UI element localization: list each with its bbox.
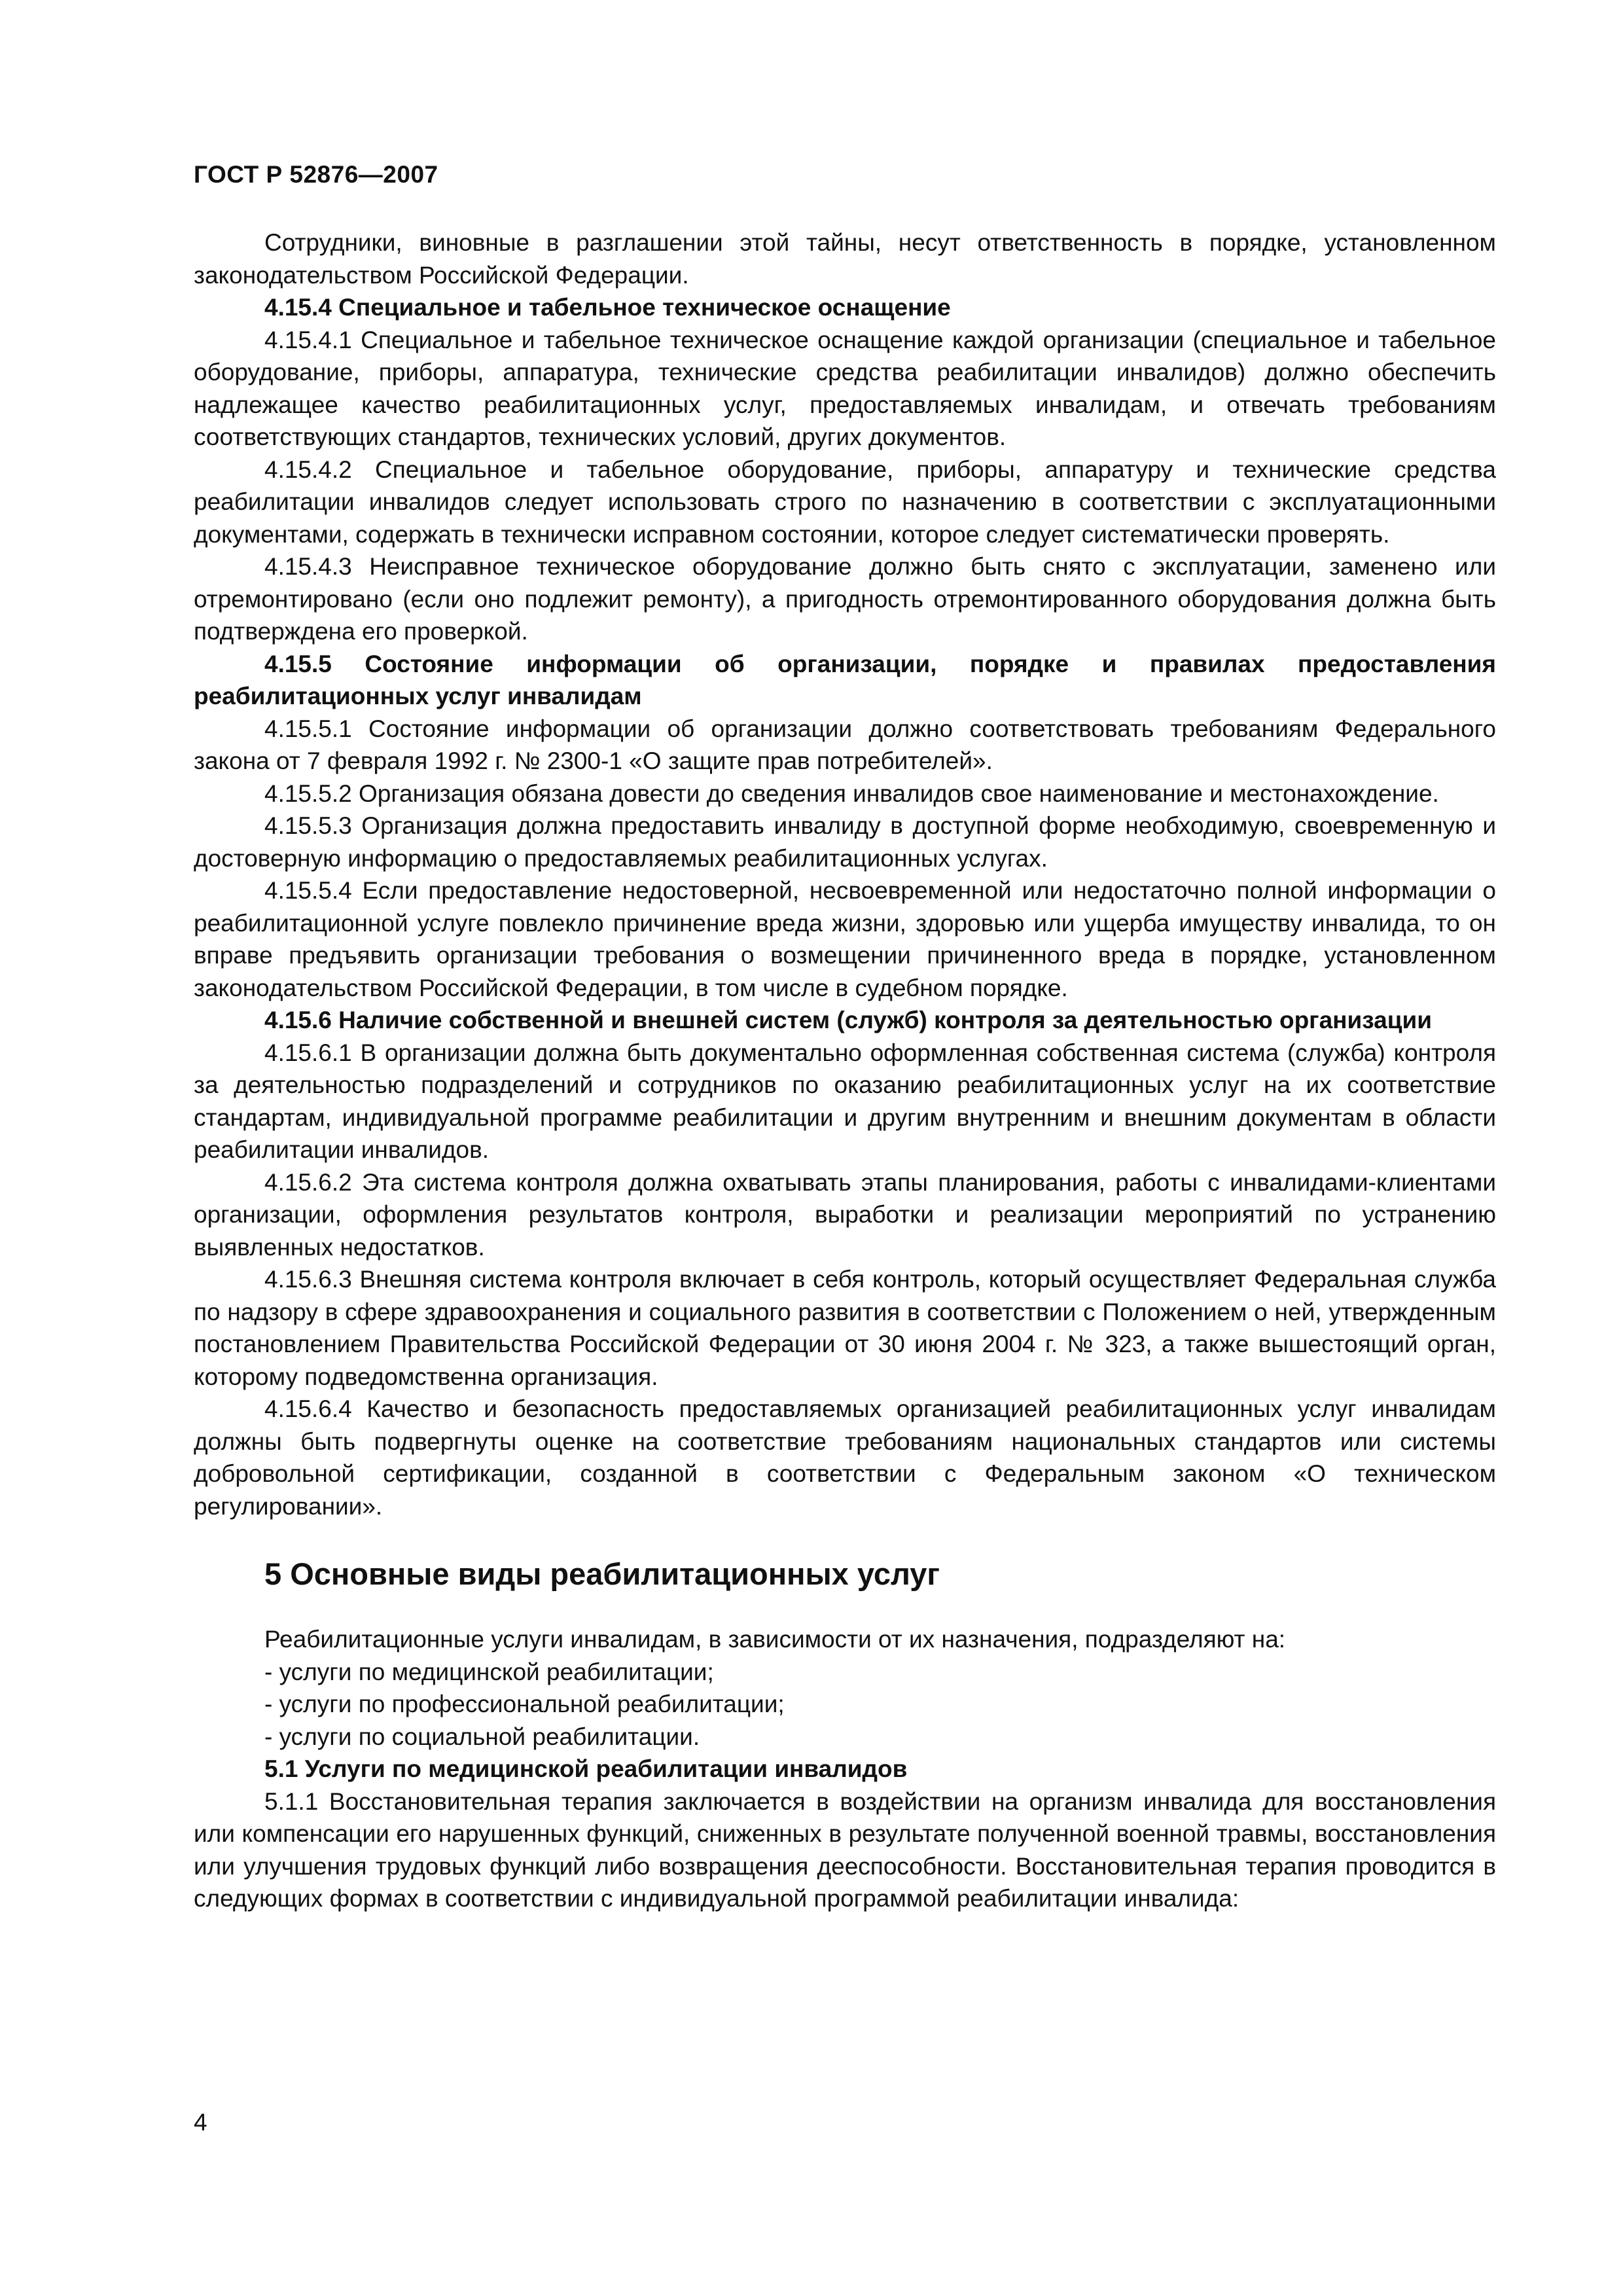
paragraph: Сотрудники, виновные в разглашении этой тайны, несут ответственность в порядке, установленном законодательством Российской Федерации.: [194, 229, 1496, 289]
paragraph: 4.15.6.3 Внешняя система контроля включает в себя контроль, который осуществляет Федеральная служба по надзору в сфере здравоохранения и социального развития в соответствии с Положением о ней, утвержденным постановлением Правительства Российской Федерации от 30 июня 2004 г. № 323, а также вышестоящий орган, которому подведомственна организация.: [194, 1266, 1496, 1390]
list-item: - услуги по профессиональной реабилитации;: [264, 1691, 785, 1717]
page-number: 4: [194, 2109, 207, 2136]
paragraph: 5.1.1 Восстановительная терапия заключается в воздействии на организм инвалида для восстановления или компенсации его нарушенных функций, сниженных в результате полученной военной травмы, восстановления или улучшения трудовых функций либо возвращения дееспособности. Восстановительная терапия проводится в следующих формах в соответствии с индивидуальной программой реабилитации инвалида:: [194, 1787, 1496, 1912]
list-item: - услуги по медицинской реабилитации;: [264, 1658, 714, 1685]
document-header: ГОСТ Р 52876—2007: [194, 161, 438, 188]
document-body: [194, 226, 1496, 1915]
paragraph: 4.15.5.4 Если предоставление недостоверной, несвоевременной или недостаточно полной информации о реабилитационной услуге повлекло причинение вреда жизни, здоровью или ущерба имуществу инвалида, то он вправе предъявить организации требования о возмещении причиненного вреда в порядке, установленном законодательством Российской Федерации, в том числе в судебном порядке.: [194, 877, 1496, 1001]
section-heading-5-1: 5.1 Услуги по медицинской реабилитации инвалидов: [264, 1755, 908, 1782]
paragraph: 4.15.6.2 Эта система контроля должна охватывать этапы планирования, работы с инвалидами-клиентами организации, оформления результатов контроля, выработки и реализации мероприятий по устранению выявленных недостатков.: [194, 1168, 1496, 1261]
paragraph: 4.15.4.1 Специальное и табельное техническое оснащение каждой организации (специальное и табельное оборудование, приборы, аппаратура, технические средства реабилитации инвалидов) должно обеспечить надлежащее качество реабилитационных услуг, предоставляемых инвалидам, и отвечать требованиям соответствующих стандартов, технических условий, других документов.: [194, 326, 1496, 450]
section-heading-4-15-6: 4.15.6 Наличие собственной и внешней систем (служб) контроля за деятельностью организации: [264, 1007, 1432, 1033]
section-heading-4-15-5: 4.15.5 Состояние информации об организации, порядке и правилах предоставления реабилитационных услуг инвалидам: [194, 650, 1496, 709]
paragraph: 4.15.4.3 Неисправное техническое оборудование должно быть снято с эксплуатации, заменено или отремонтировано (если оно подлежит ремонту), а пригодность отремонтированного оборудования должна быть подтверждена его проверкой.: [194, 553, 1496, 645]
paragraph: 4.15.5.1 Состояние информации об организации должно соответствовать требованиям Федерального закона от 7 февраля 1992 г. № 2300-1 «О защите прав потребителей».: [194, 715, 1496, 774]
paragraph: 4.15.4.2 Специальное и табельное оборудование, приборы, аппаратуру и технические средства реабилитации инвалидов следует использовать строго по назначению в соответствии с эксплуатационными документами, содержать в технически исправном состоянии, которое следует систематически проверять.: [194, 456, 1496, 548]
section-5-heading: 5 Основные виды реабилитационных услуг: [264, 1556, 940, 1591]
paragraph: 4.15.6.4 Качество и безопасность предоставляемых организацией реабилитационных услуг инвалидам должны быть подвергнуты оценке на соответствие требованиям национальных стандартов или системы добровольной сертификации, созданной в соответствии с Федеральным законом «О техническом регулировании».: [194, 1395, 1496, 1520]
section-5-intro: Реабилитационные услуги инвалидам, в зависимости от их назначения, подразделяют на:: [264, 1626, 1286, 1653]
paragraph: 4.15.6.1 В организации должна быть документально оформленная собственная система (служба) контроля за деятельностью подразделений и сотрудников по оказанию реабилитационных услуг на их соответствие стандартам, индивидуальной программе реабилитации и другим внутренним и внешним документам в области реабилитации инвалидов.: [194, 1039, 1496, 1163]
list-item: - услуги по социальной реабилитации.: [264, 1723, 700, 1750]
paragraph: 4.15.5.2 Организация обязана довести до сведения инвалидов свое наименование и местонахождение.: [264, 780, 1439, 807]
paragraph: 4.15.5.3 Организация должна предоставить инвалиду в доступной форме необходимую, своевременную и достоверную информацию о предоставляемых реабилитационных услугах.: [194, 812, 1496, 872]
section-heading-4-15-4: 4.15.4 Специальное и табельное техническое оснащение: [264, 294, 951, 321]
